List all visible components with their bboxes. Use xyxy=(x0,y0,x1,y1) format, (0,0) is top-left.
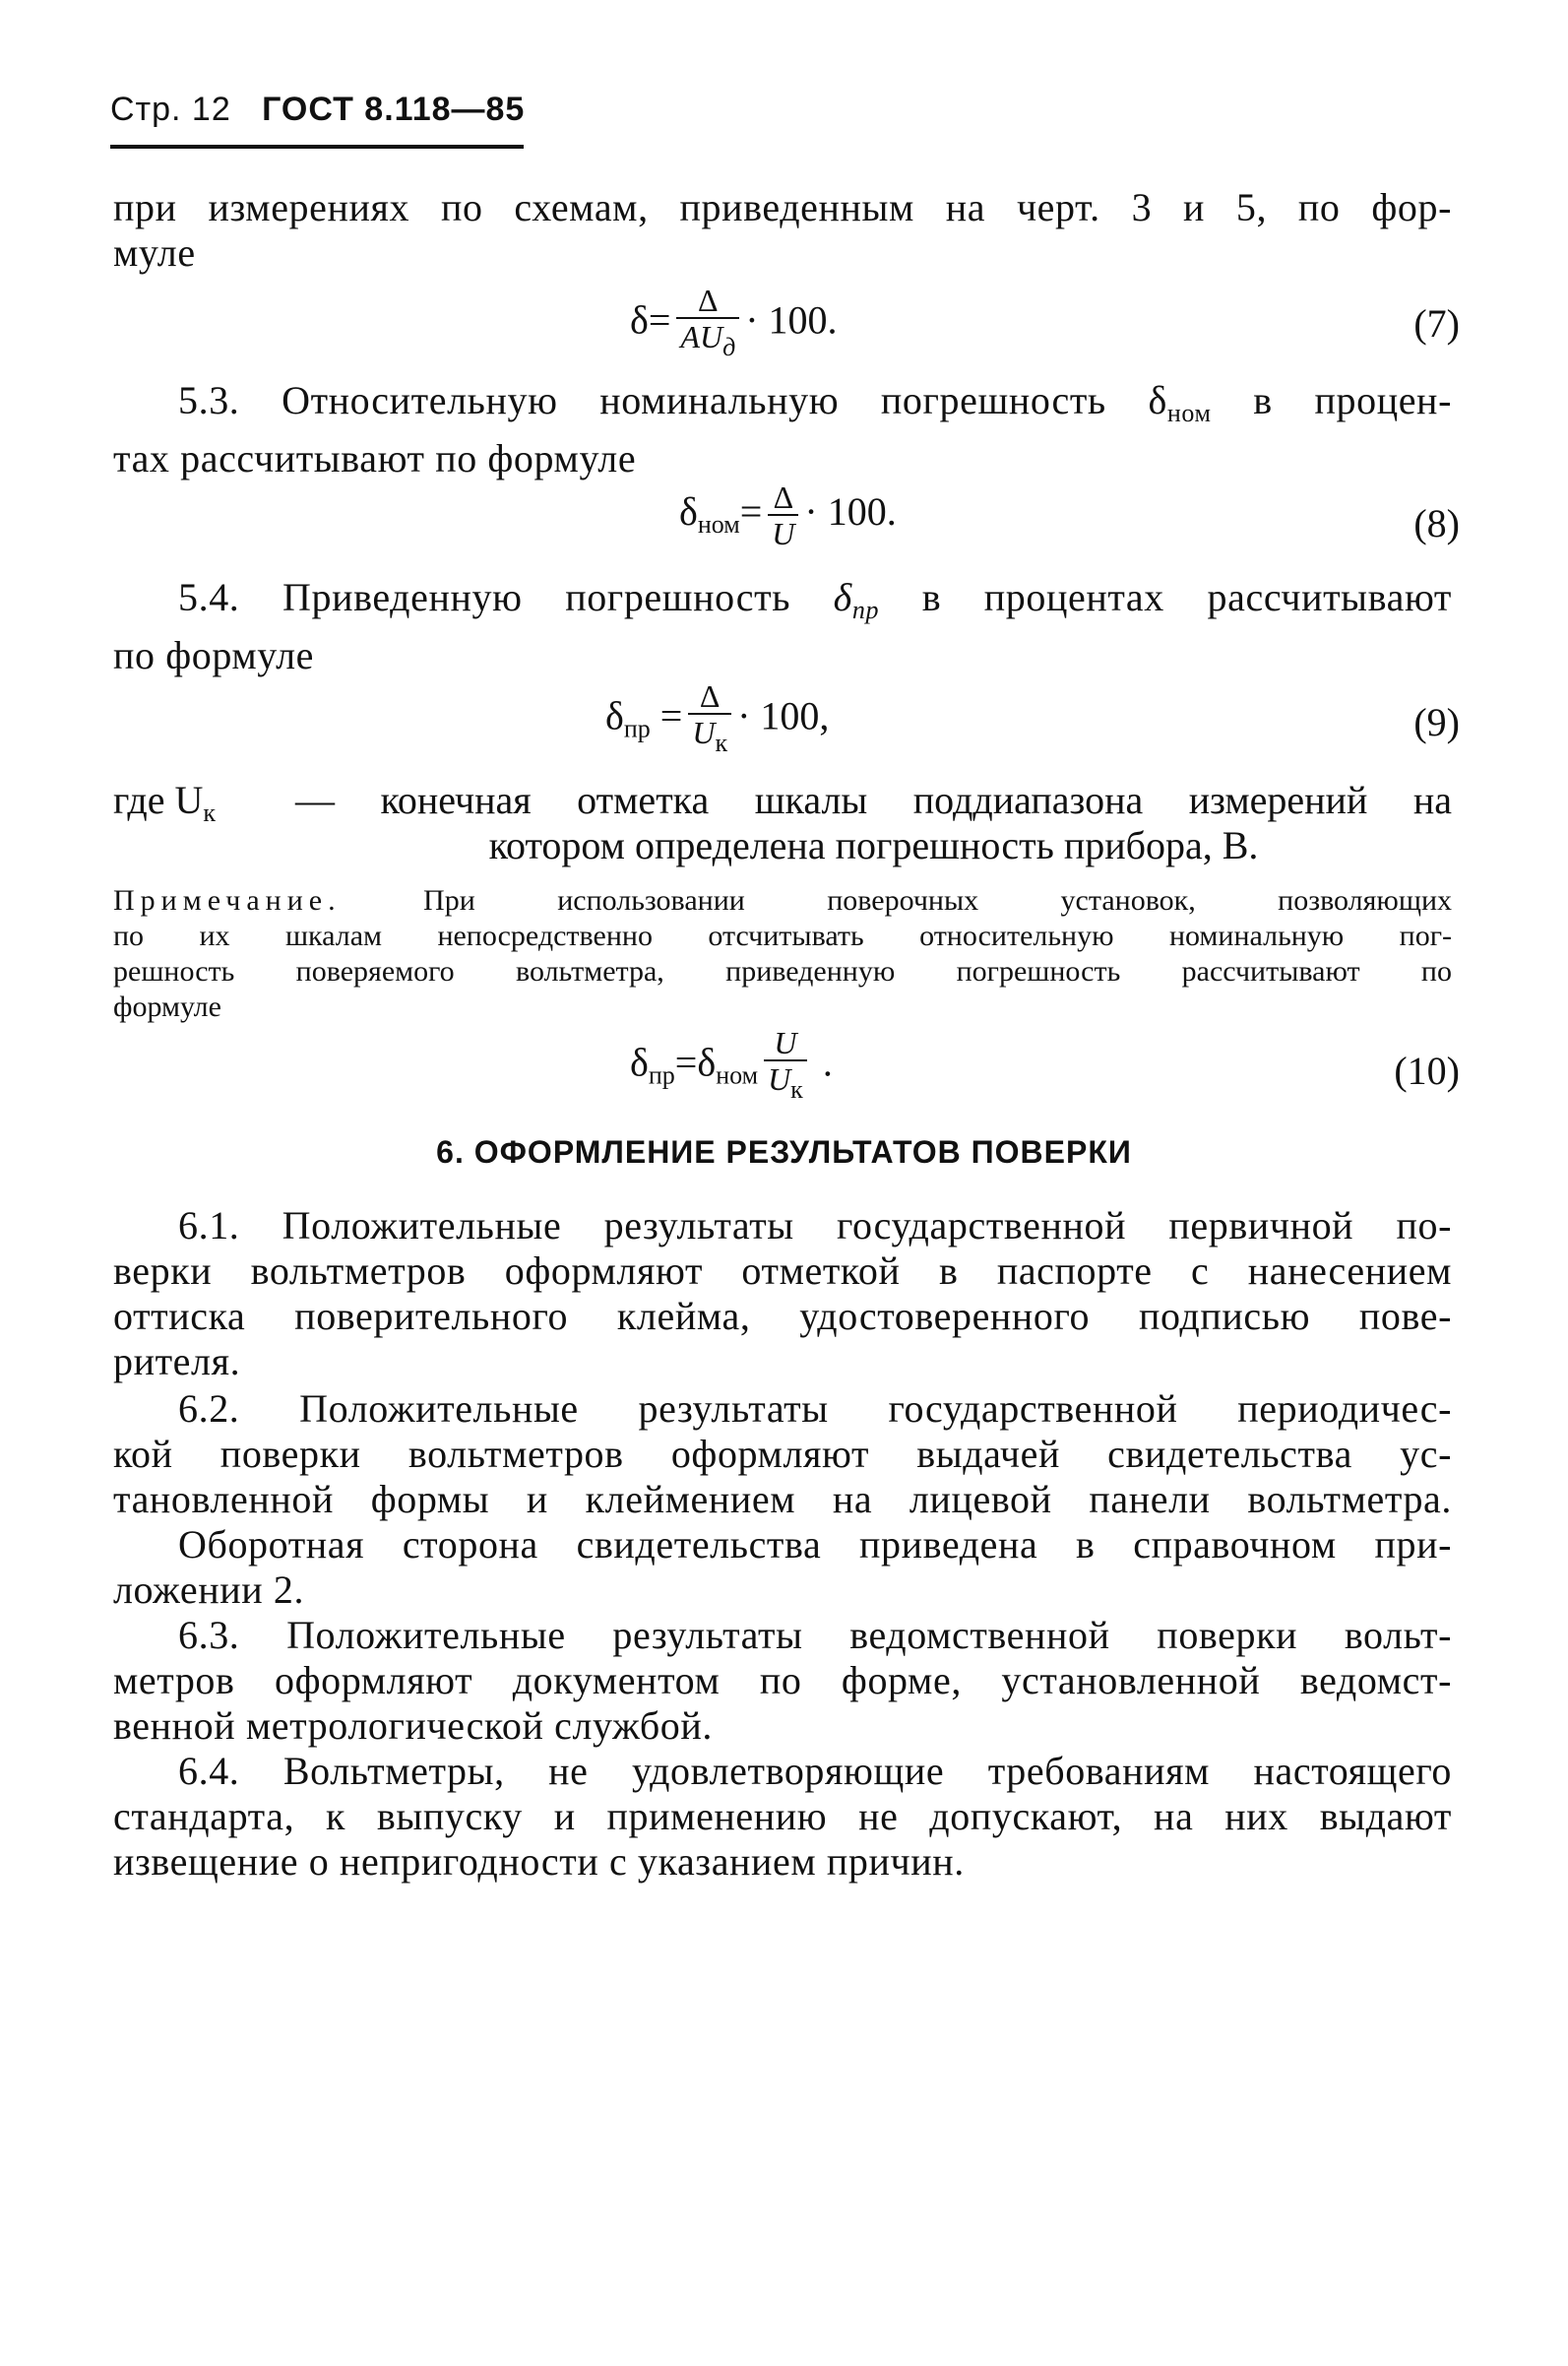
paragraph-6-4 xyxy=(113,1749,1452,1885)
formula-10-numerator: U xyxy=(764,1026,807,1061)
formula-9: $\delta_{пр}$ = $\frac{\Delta}{U_к}$ · 100, xyxy=(605,679,829,761)
formula-8-denominator: U xyxy=(772,516,795,551)
formula-8-numerator: Δ xyxy=(768,480,798,516)
formula-7-denominator: $AU_д$ xyxy=(680,319,736,361)
paragraph-6-2b-line-1: Оборотная сторона свидетельства приведена в справочном при- xyxy=(178,1522,1452,1567)
section-6-title: 6. ОФОРМЛЕНИЕ РЕЗУЛЬТАТОВ ПОВЕРКИ xyxy=(436,1134,1132,1170)
formula-7 xyxy=(630,284,838,365)
where-definition xyxy=(113,778,1452,876)
formula-10-denominator: $U_к$ xyxy=(768,1061,803,1104)
equation-number-7: (7) xyxy=(1413,301,1460,346)
paragraph-5-4-line-2: по формуле xyxy=(113,633,314,677)
paragraph-6-2b-line-2: ложении 2. xyxy=(113,1567,305,1612)
paragraph-6-4-line-2: стандарта, к выпуску и применению не допускают, на них выдают xyxy=(113,1794,1452,1838)
paragraph-6-2-line-2: кой поверки вольтметров оформляют выдачей свидетельства ус- xyxy=(113,1432,1452,1476)
formula-8-fraction xyxy=(768,480,798,551)
formula-7-numerator: Δ xyxy=(676,284,739,319)
paragraph-6-3 xyxy=(113,1613,1452,1749)
header-divider xyxy=(110,145,524,149)
formula-9-fraction xyxy=(688,679,731,761)
note-line-4: формуле xyxy=(113,991,221,1023)
standard-designation: ГОСТ 8.118—85 xyxy=(262,91,526,128)
formula-7-tail: · 100. xyxy=(745,297,838,343)
where-line-1: — конечная отметка шкалы поддиапазона измерений на xyxy=(295,778,1452,822)
paragraph-5-4-line-1: 5.4. Приведенную погрешность $\delta_{пр}$ в процентах рассчитывают xyxy=(178,575,1452,624)
formula-7-fraction xyxy=(676,284,739,365)
paragraph-6-1-line-1: 6.1. Положительные результаты государственной первичной по- xyxy=(178,1203,1452,1247)
note-line-3: решность поверяемого вольтметра, приведенную погрешность рассчитывают по xyxy=(113,955,1452,988)
paragraph-6-1-line-3: оттиска поверительного клейма, удостоверенного подписью пове- xyxy=(113,1294,1452,1338)
paragraph-6-4-line-1: 6.4. Вольтметры, не удовлетворяющие требованиям настоящего xyxy=(178,1749,1452,1793)
equation-number-10: (10) xyxy=(1394,1049,1460,1093)
formula-10-fraction xyxy=(764,1026,807,1108)
paragraph-6-1-line-4: рителя. xyxy=(113,1339,241,1383)
note-label: Примечание. xyxy=(113,884,342,917)
formula-7-lhs: δ= xyxy=(630,297,671,343)
note-block xyxy=(113,883,1452,1025)
paragraph-5-3-line-2: тах рассчитывают по формуле xyxy=(113,436,637,480)
note-line-2: по их шкалам непосредственно отсчитывать относительную номинальную пог- xyxy=(113,920,1452,952)
paragraph-6-2-continued xyxy=(113,1522,1452,1613)
paragraph-6-2-line-1: 6.2. Положительные результаты государственной периодичес- xyxy=(178,1386,1452,1431)
paragraph-6-3-line-2: метров оформляют документом по форме, установленной ведомст- xyxy=(113,1658,1452,1702)
where-description xyxy=(295,778,1452,868)
paragraph-5-4 xyxy=(113,575,1452,678)
paragraph-6-2 xyxy=(113,1386,1452,1522)
paragraph-6-1-line-2: верки вольтметров оформляют отметкой в паспорте с нанесением xyxy=(113,1248,1452,1293)
where-line-2: котором определена погрешность прибора, В. xyxy=(488,823,1259,867)
paragraph-6-2-line-3: тановленной формы и клеймением на лицевой панели вольтметра. xyxy=(113,1477,1452,1521)
where-term: где $U_к$ xyxy=(113,778,217,827)
equation-number-9: (9) xyxy=(1413,700,1460,744)
equation-number-8: (8) xyxy=(1413,501,1460,545)
formula-9-numerator: Δ xyxy=(688,679,731,715)
paragraph-6-4-line-3: извещение о непригодности с указанием причин. xyxy=(113,1839,965,1884)
intro-line-2: муле xyxy=(113,230,196,275)
paragraph-6-1 xyxy=(113,1203,1452,1384)
paragraph-6-3-line-1: 6.3. Положительные результаты ведомственной поверки вольт- xyxy=(178,1613,1452,1657)
intro-paragraph xyxy=(113,185,1452,276)
formula-8: $\delta_{ном}=$ $\frac{\Delta}{U}$ · 100. xyxy=(679,480,897,551)
paragraph-5-3-line-1: 5.3. Относительную номинальную погрешность $\delta_{ном}$ в процен- xyxy=(178,378,1452,427)
paragraph-6-3-line-3: венной метрологической службой. xyxy=(113,1703,713,1748)
page-number: Стр. 12 xyxy=(110,91,231,128)
formula-10: $\delta_{пр}=\delta_{ном}$ $\frac{U}{U_к}$ . xyxy=(630,1026,833,1108)
note-line-1: Примечание. При использовании поверочных установок, позволяющих xyxy=(113,884,1452,917)
paragraph-5-3 xyxy=(113,378,1452,481)
formula-9-denominator: $U_к$ xyxy=(692,715,728,757)
page-header xyxy=(110,91,525,129)
intro-line-1: при измерениях по схемам, приведенным на черт. 3 и 5, по фор- xyxy=(113,185,1452,229)
